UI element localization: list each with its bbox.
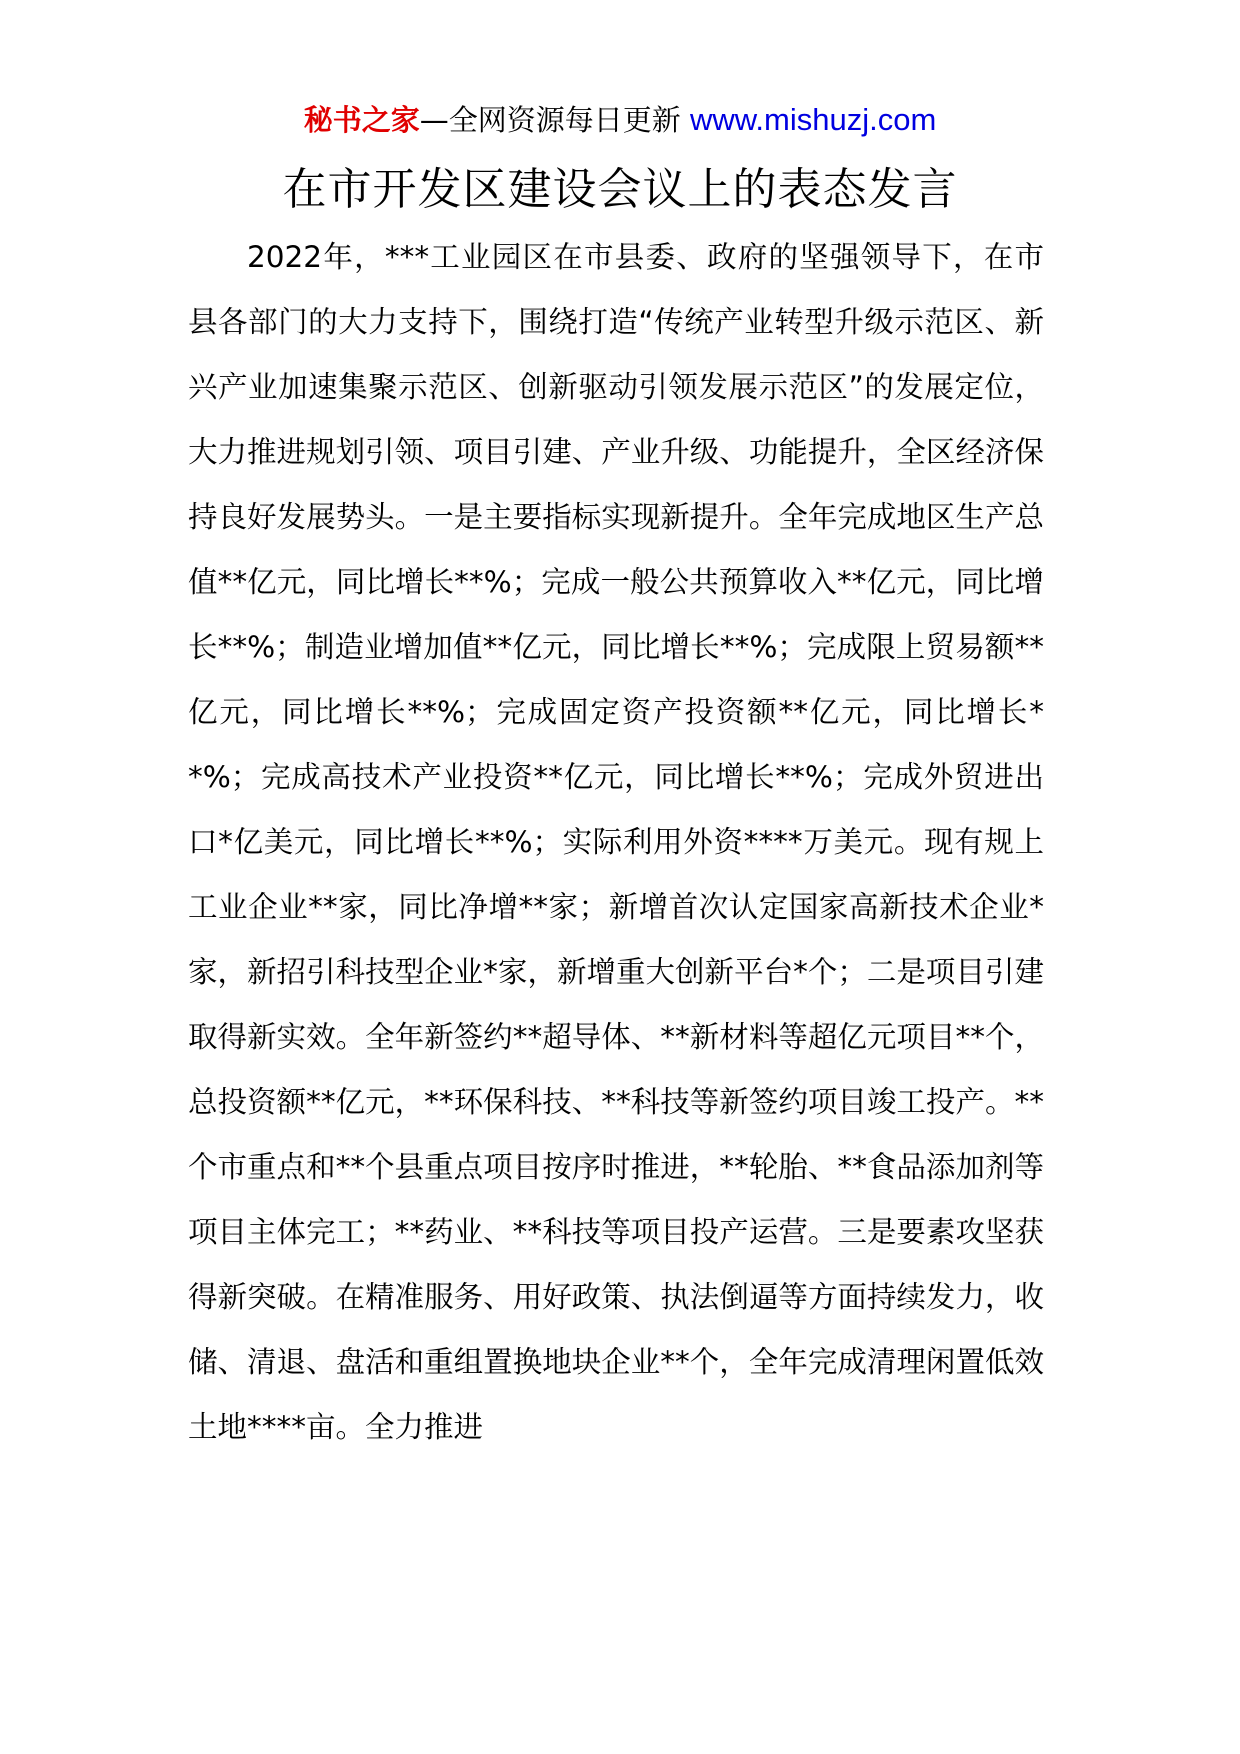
site-brand: 秘书之家 <box>303 103 420 137</box>
document-title: 在市开发区建设会议上的表态发言 <box>282 164 958 215</box>
body-paragraph: 2022年，***工业园区在市县委、政府的坚强领导下，在市县各部门的大力支持下，围绕打造“传统产业转型升级示范区、新兴产业加速集聚示范区、创新驱动引领发展示范区”的发展定位，大力推进规划引领、项目引建、产业升级、功能提升，全区经济保持良好发展势头。一是主要指标实现新提升。全年完成地区生产总值**亿元，同比增长**%；完成一般公共预算收入**亿元，同比增长**%；制造业增加值**亿元，同比增长**%；完成限上贸易额**亿元，同比增长**%；完成固定资产投资额**亿元，同比增长**%；完成高技术产业投资**亿元，同比增长**%；完成外贸进出口*亿美元，同比增长**%；实际利用外资****万美元。现有规上工业企业**家，同比净增**家；新增首次认定国家高新技术企业*家，新招引科技型企业*家，新增重大创新平台*个；二是项目引建取得新实效。全年新签约**超导体、**新材料等超亿元项目**个，总投资额**亿元，**环保科技、**科技等新签约项目竣工投产。**个市重点和**个县重点项目按序时推进，**轮胎、**食品添加剂等项目主体完工；**药业、**科技等项目投产运营。三是要素攻坚获得新突破。在精准服务、用好政策、执法倒逼等方面持续发力，收储、清退、盘活和重组置换地块企业**个，全年完成清理闲置低效土地****亩。全力推进 <box>188 240 1044 1444</box>
site-url: www.mishuzj.com <box>689 102 937 137</box>
site-slogan: —全网资源每日更新 <box>419 103 690 137</box>
site-header <box>0 100 1240 140</box>
